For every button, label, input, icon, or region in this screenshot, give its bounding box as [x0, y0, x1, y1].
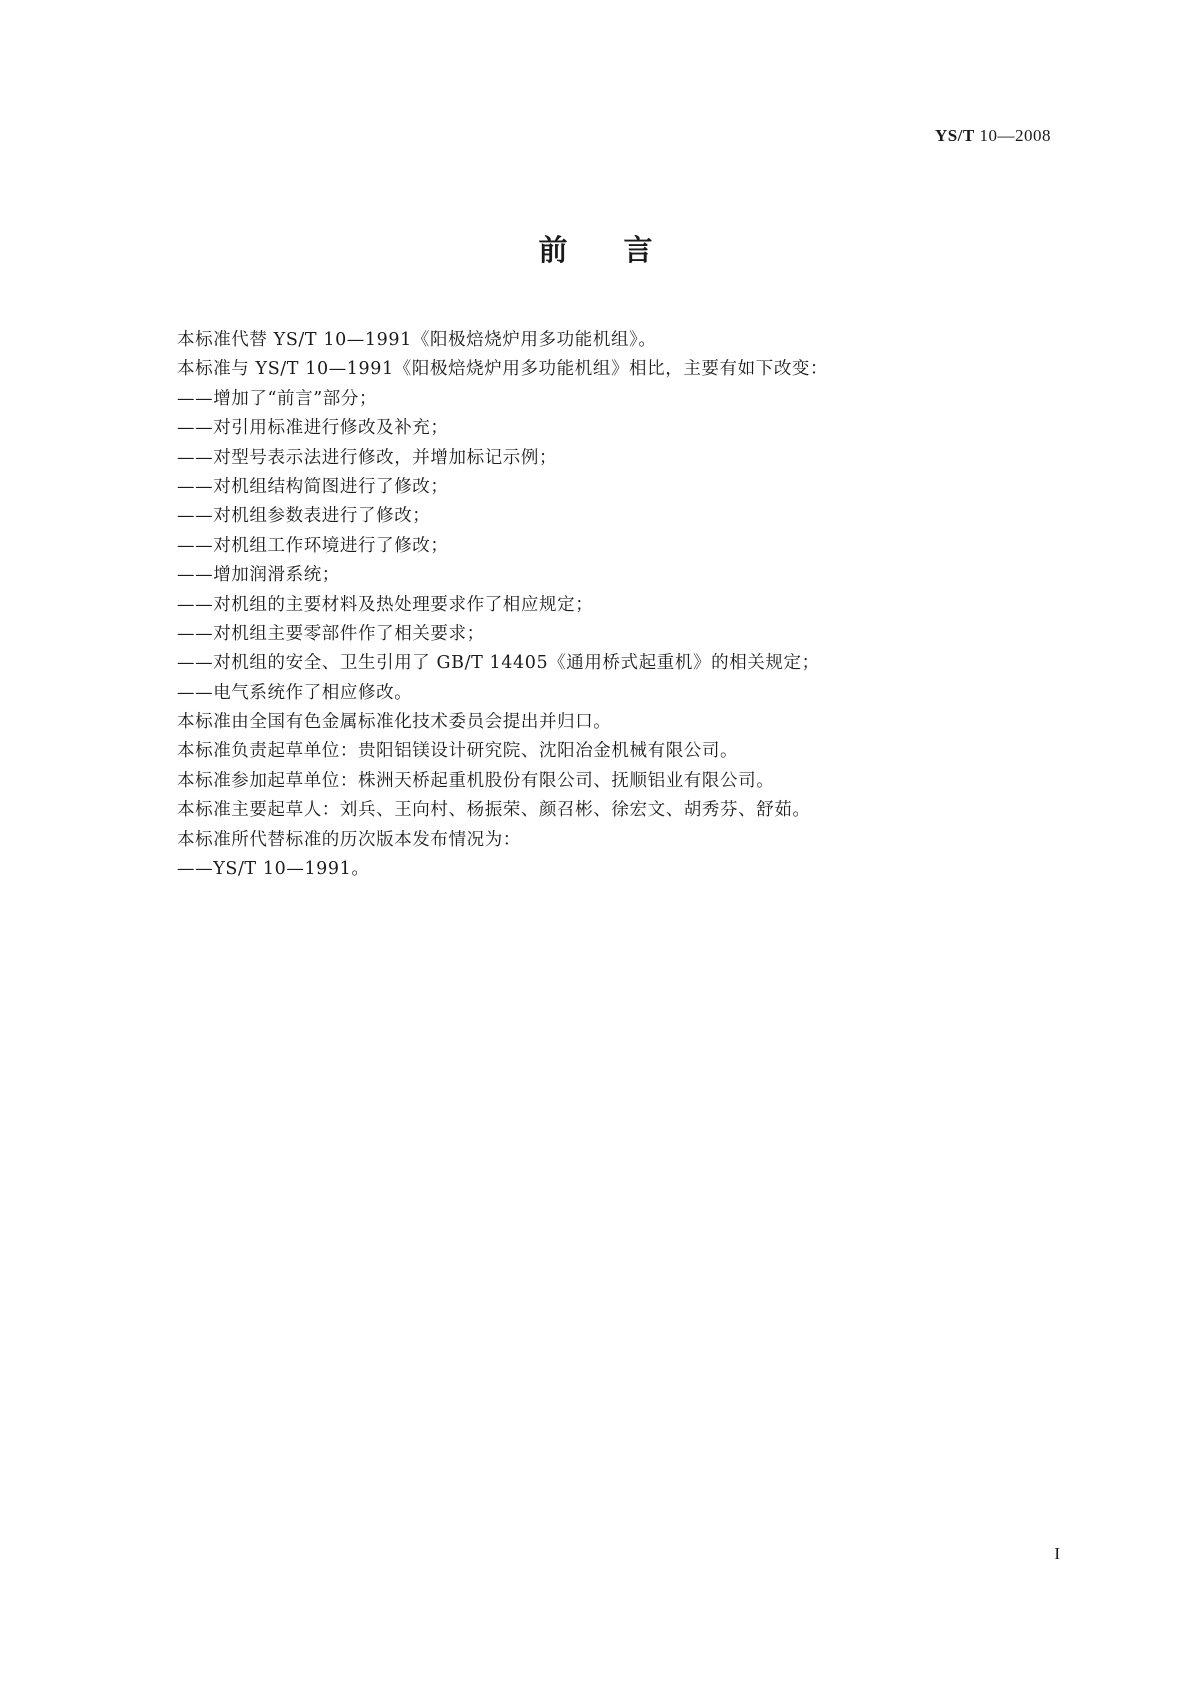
change-list-item: ——对型号表示法进行修改，并增加标记示例；: [177, 447, 558, 468]
body-line: 本标准代替 YS/T 10—1991《阳极焙烧炉用多功能机组》。: [177, 330, 657, 350]
change-list-item: ——YS/T 10—1991。: [177, 859, 370, 880]
body-line: 本标准由全国有色金属标准化技术委员会提出并归口。: [177, 712, 612, 733]
change-list-item: ——对机组的安全、卫生引用了 GB/T 14405《通用桥式起重机》的相关规定；: [177, 653, 820, 674]
change-list-item: ——电气系统作了相应修改。: [177, 682, 413, 703]
change-list-item: ——对机组主要零部件作了相关要求；: [177, 623, 485, 644]
body-line: 本标准参加起草单位：株洲天桥起重机股份有限公司、抚顺铝业有限公司。: [177, 770, 775, 791]
document-code-prefix: YS/T: [934, 126, 975, 145]
document-code: [935, 126, 1051, 146]
body-line: 本标准所代替标准的历次版本发布情况为：: [177, 829, 521, 850]
change-list-item: ——对机组参数表进行了修改；: [177, 506, 431, 527]
change-list-item: ——增加润滑系统；: [177, 565, 340, 586]
preface-body: [177, 326, 1057, 884]
body-line: 本标准主要起草人：刘兵、王向村、杨振荣、颜召彬、徐宏文、胡秀芬、舒茹。: [177, 800, 811, 821]
change-list-item: ——对机组的主要材料及热处理要求作了相应规定；: [177, 594, 594, 615]
change-list-item: ——增加了“前言”部分；: [177, 388, 378, 409]
change-list-item: ——对引用标准进行修改及补充；: [177, 418, 449, 439]
change-list-item: ——对机组结构简图进行了修改；: [177, 476, 449, 497]
body-line: 本标准负责起草单位：贵阳铝镁设计研究院、沈阳冶金机械有限公司。: [177, 741, 739, 762]
body-line: 本标准与 YS/T 10—1991《阳极焙烧炉用多功能机组》相比，主要有如下改变：: [177, 359, 829, 380]
page-number: I: [1054, 1544, 1060, 1563]
change-list-item: ——对机组工作环境进行了修改；: [177, 535, 449, 556]
document-code-number: 10—2008: [979, 126, 1051, 145]
page-title: 前言: [538, 233, 709, 267]
